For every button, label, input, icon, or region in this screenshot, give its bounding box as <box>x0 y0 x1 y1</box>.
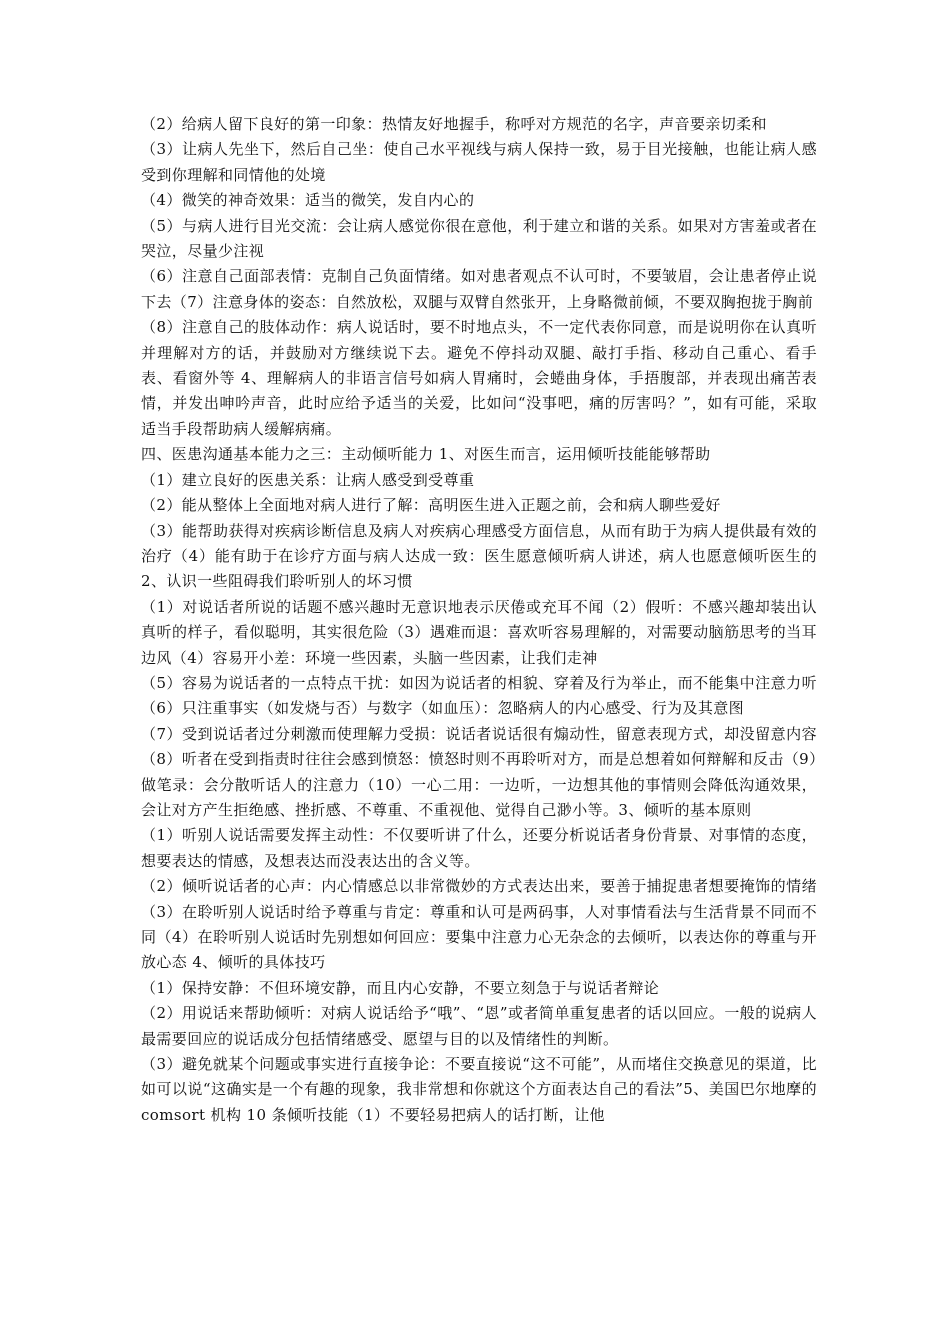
paragraph-bad-habits-1: （1）对说话者所说的话题不感兴趣时无意识地表示厌倦或充耳不闻（2）假听：不感兴趣却装出认真听的样子，看似聪明，其实很危险（3）遇难而退：喜欢听容易理解的，对需要动脑筋思考的当耳边风（4）容易开小差：环境一些因素，头脑一些因素，让我们走神 <box>141 597 817 667</box>
paragraph-principle-1: （1）听别人说话需要发挥主动性：不仅要听讲了什么，还要分析说话者身份背景、对事情的态度，想要表达的情感，及想表达而没表达出的含义等。 <box>141 826 817 870</box>
paragraph-bad-habits-5: （5）容易为说话者的一点特点干扰：如因为说话者的相貌、穿着及行为举止，而不能集中注意力听（6）只注重事实（如发烧与否）与数字（如血压）：忽略病人的内心感受、行为及其意图 <box>141 673 817 718</box>
paragraph-3-seat-patient: （3）让病人先坐下，然后自己坐：使自己水平视线与病人保持一致，易于目光接触，也能让病人感受到你理解和同情他的处境 <box>141 140 817 184</box>
paragraph-6-facial-expression: （6）注意自己面部表情：克制自己负面情绪。如对患者观点不认可时，不要皱眉，会让患者停止说下去（7）注意身体的姿态：自然放松，双腿与双臂自然张开，上身略微前倾，不要双胸抱拢于胸前 <box>141 267 817 311</box>
paragraph-technique-2: （2）用说话来帮助倾听：对病人说话给予“哦”、“恩”或者简单重复患者的话以回应。一般的说病人最需要回应的说话成分包括情绪感受、愿望与目的以及情绪性的判断。 <box>141 1004 817 1048</box>
document-body <box>141 112 817 1128</box>
paragraph-8-body-movement: （8）注意自己的肢体动作：病人说话时，要不时地点头，不一定代表你同意，而是说明你在认真听并理解对方的话，并鼓励对方继续说下去。避免不停抖动双腿、敲打手指、移动自己重心、看手表、看窗外等 4、理解病人的非语言信号如病人胃痛时，会蜷曲身体，手捂腹部，并表现出痛苦表情，并发出呻吟声音，此时应给予适当的关爱，比如问“没事吧，痛的厉害吗？”，如有可能，采取适当手段帮助病人缓解病痛。 <box>141 318 817 438</box>
paragraph-2-first-impression: （2）给病人留下良好的第一印象：热情友好地握手，称呼对方规范的名字，声音要亲切柔和 <box>141 115 767 133</box>
paragraph-bad-habits-7: （7）受到说话者过分刺激而使理解力受损：说话者说话很有煽动性，留意表现方式，却没留意内容（8）听者在受到指责时往往会感到愤怒：愤怒时则不再聆听对方，而是总想着如何辩解和反击（9）做笔录：会分散听话人的注意力（10）一心二用：一边听，一边想其他的事情则会降低沟通效果，会让对方产生拒绝感、挫折感、不尊重、不重视他、觉得自己渺小等。3、倾听的基本原则 <box>141 724 817 819</box>
paragraph-5-eye-contact: （5）与病人进行目光交流：会让病人感觉你很在意他，利于建立和谐的关系。如果对方害羞或者在哭泣，尽量少注视 <box>141 216 817 261</box>
paragraph-technique-3: （3）避免就某个问题或事实进行直接争论：不要直接说“这不可能”，从而堵住交换意见的渠道，比如可以说“这确实是一个有趣的现象，我非常想和你就这个方面表达自己的看法”5、美国巴尔地摩的 comsort 机构 10 条倾听技能（1）不要轻易把病人的话打断，让他 <box>141 1055 817 1124</box>
paragraph-4-smile: （4）微笑的神奇效果：适当的微笑，发自内心的 <box>141 191 475 210</box>
paragraph-2-understanding: （2）能从整体上全面地对病人进行了解：高明医生进入正题之前，会和病人聊些爱好 <box>141 496 721 515</box>
paragraph-principle-2: （2）倾听说话者的心声：内心情感总以非常微妙的方式表达出来，要善于捕捉患者想要掩饰的情绪（3）在聆听别人说话时给予尊重与肯定：尊重和认可是两码事，人对事情看法与生活背景不同而不同（4）在聆听别人说话时先别想如何回应：要集中注意力心无杂念的去倾听，以表达你的尊重与开放心态 4、倾听的具体技巧 <box>141 877 817 972</box>
paragraph-3-diagnosis-info: （3）能帮助获得对疾病诊断信息及病人对疾病心理感受方面信息，从而有助于为病人提供最有效的治疗（4）能有助于在诊疗方面与病人达成一致：医生愿意倾听病人讲述，病人也愿意倾听医生的 2、认识一些阻碍我们聆听别人的坏习惯 <box>141 521 817 591</box>
section-heading-active-listening: 四、医患沟通基本能力之三：主动倾听能力 1、对医生而言，运用倾听技能能够帮助 <box>141 445 711 464</box>
paragraph-1-relationship: （1）建立良好的医患关系：让病人感受到受尊重 <box>141 470 475 489</box>
paragraph-technique-1: （1）保持安静：不但环境安静，而且内心安静，不要立刻急于与说话者辩论 <box>141 978 660 997</box>
